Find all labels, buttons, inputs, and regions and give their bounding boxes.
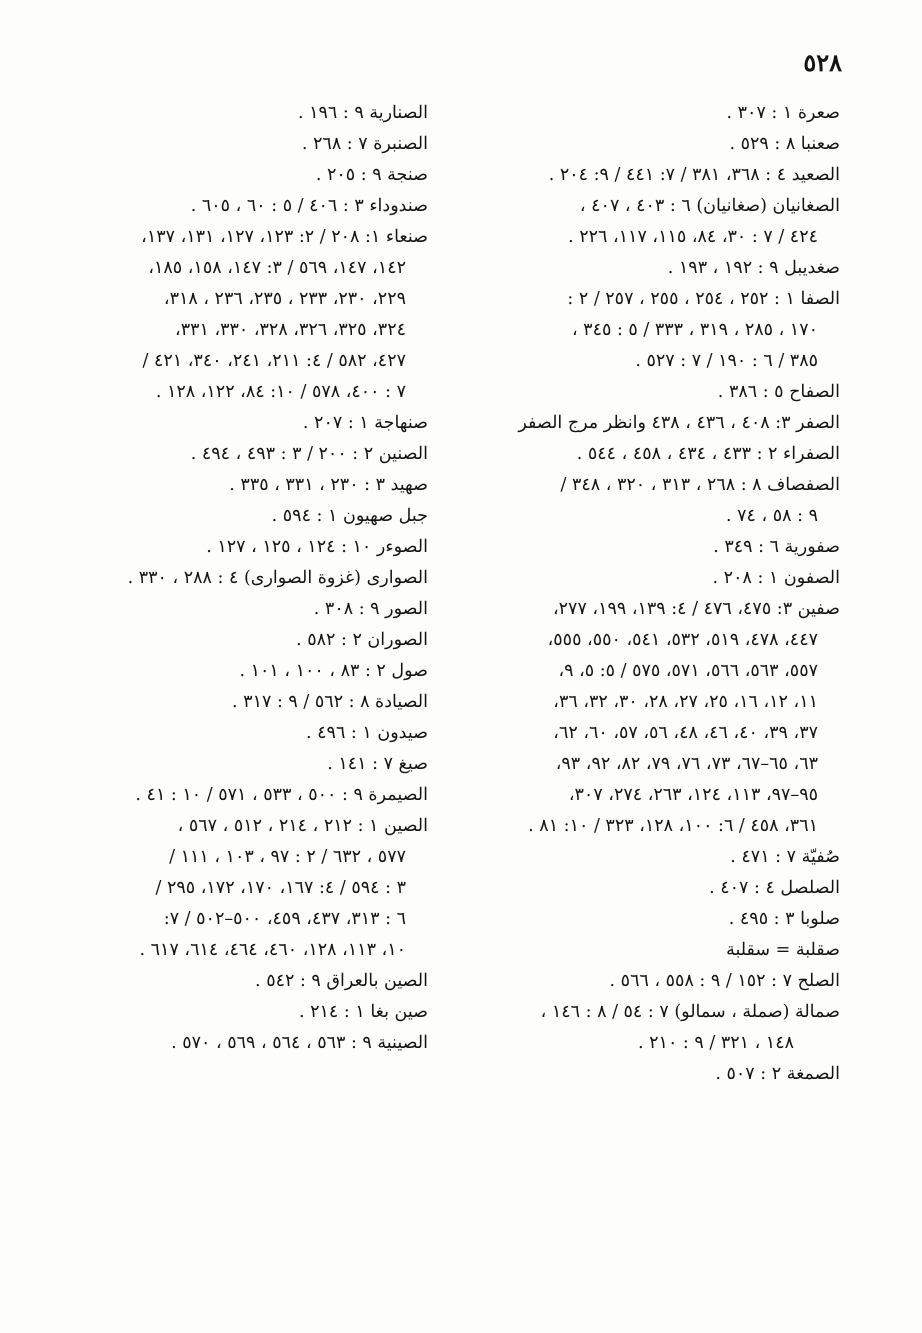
index-entry-continuation: ٥٧٧ ، ٦٣٢ / ٢ : ٩٧ ، ١٠٣ ، ١١١ / xyxy=(169,847,406,867)
index-entry: صفين ٣: ٤٧٥، ٤٧٦ / ٤: ١٣٩، ١٩٩، ٢٧٧، xyxy=(553,599,840,619)
index-entry: الصنين ٢ : ٢٠٠ / ٣ : ٤٩٣ ، ٤٩٤ . xyxy=(190,444,428,464)
index-entry: الصلح ٧ : ١٥٢ / ٩ : ٥٥٨ ، ٥٦٦ . xyxy=(609,971,840,991)
index-entry-continuation: ٦٣، ٦٥–٦٧، ٧٣، ٧٦، ٧٩، ٨٢، ٩٢، ٩٣، xyxy=(555,754,818,774)
index-entry: الصفاح ٥ : ٣٨٦ . xyxy=(717,382,840,402)
index-entry-continuation: ١٧٠ ، ٢٨٥ ، ٣١٩ ، ٣٣٣ / ٥ : ٣٤٥ ، xyxy=(571,320,818,340)
index-entry-continuation: ٩٥–٩٧، ١١٣، ١٢٤، ٢٦٣، ٢٧٤، ٣٠٧، xyxy=(568,785,818,805)
index-entry: الصين بالعراق ٩ : ٥٤٢ . xyxy=(255,971,428,991)
index-entry: صُفيّة ٧ : ٤٧١ . xyxy=(730,847,840,867)
index-entry: الصفصاف ٨ : ٢٦٨ ، ٣١٣ ، ٣٢٠ ، ٣٤٨ / xyxy=(560,475,840,495)
index-entry-continuation: ٤٤٧، ٤٧٨، ٥١٩، ٥٣٢، ٥٤١، ٥٥٠، ٥٥٥، xyxy=(547,630,818,650)
index-entry-continuation: ٣٨٥ / ٦ : ١٩٠ / ٧ : ٥٢٧ . xyxy=(635,351,818,371)
index-entry: الصوارى (غزوة الصوارى) ٤ : ٢٨٨ ، ٣٣٠ . xyxy=(127,568,428,588)
page-number: ٥٢٨ xyxy=(803,48,842,77)
index-entry: صيدون ١ : ٤٩٦ . xyxy=(306,723,428,743)
index-entry-continuation: ٧ : ٤٠٠، ٥٧٨ / ١٠: ٨٤، ١٢٢، ١٢٨ . xyxy=(155,382,406,402)
index-entry-continuation: ١٠، ١١٣، ١٢٨، ٤٦٠، ٤٦٤، ٦١٤، ٦١٧ . xyxy=(139,940,406,960)
index-entry-continuation: ٣٦١، ٤٥٨ / ٦: ١٠٠، ١٢٨، ٣٢٣ / ١٠: ٨١ . xyxy=(528,816,818,836)
index-entry-continuation: ٤٢٧، ٥٨٢ / ٤: ٢١١، ٢٤١، ٣٤٠، ٤٢١ / xyxy=(142,351,406,371)
index-entry: صلوبا ٣ : ٤٩٥ . xyxy=(728,909,840,929)
index-entry: الصنبرة ٧ : ٢٦٨ . xyxy=(301,134,428,154)
index-entry: صول ٢ : ٨٣ ، ١٠٠ ، ١٠١ . xyxy=(239,661,428,681)
index-entry: الصغانيان (صغانيان) ٦ : ٤٠٣ ، ٤٠٧ ، xyxy=(579,196,840,216)
index-entry-continuation: ٦ : ٣١٣، ٤٣٧، ٤٥٩، ٥٠٠–٥٠٢ / ٧: xyxy=(163,909,406,929)
index-entry: الصفر ٣: ٤٠٨ ، ٤٣٦ ، ٤٣٨ وانظر مرج الصفر xyxy=(518,413,840,433)
index-entry-continuation: ٣ : ٥٩٤ / ٤: ١٦٧، ١٧٠، ١٧٢، ٢٩٥ / xyxy=(155,878,406,898)
index-entry-continuation: ١٤٢، ١٤٧، ٥٦٩ / ٣: ١٤٧، ١٥٨، ١٨٥، xyxy=(148,258,406,278)
index-entry: الصعيد ٤ : ٣٦٨، ٣٨١ / ٧: ٤٤١ / ٩: ٢٠٤ . xyxy=(548,165,840,185)
index-column-right xyxy=(470,98,840,1090)
index-entry: الصور ٩ : ٣٠٨ . xyxy=(313,599,428,619)
index-entry: الصين ١ : ٢١٢ ، ٢١٤ ، ٥١٢ ، ٥٦٧ ، xyxy=(177,816,428,836)
index-entry: الصيادة ٨ : ٥٦٢ / ٩ : ٣١٧ . xyxy=(232,692,428,712)
index-entry-continuation: ٣٧، ٣٩، ٤٠، ٤٦، ٤٨، ٥٦، ٥٧، ٦٠، ٦٢، xyxy=(553,723,818,743)
index-entry-continuation: ٢٢٩، ٢٣٠، ٢٣٣ ، ٢٣٥، ٢٣٦ ، ٣١٨، xyxy=(163,289,406,309)
index-entry: الصنارية ٩ : ١٩٦ . xyxy=(297,103,428,123)
index-entry: الصلصل ٤ : ٤٠٧ . xyxy=(709,878,840,898)
index-entry: الصيمرة ٩ : ٥٠٠ ، ٥٣٣ ، ٥٧١ / ١٠ : ٤١ . xyxy=(135,785,428,805)
index-entry-continuation: ١١، ١٢، ١٦، ٢٥، ٢٧، ٢٨، ٣٠، ٣٢، ٣٦، xyxy=(553,692,818,712)
index-entry: الصفراء ٢ : ٤٣٣ ، ٤٣٤ ، ٤٥٨ ، ٥٤٤ . xyxy=(576,444,840,464)
index-entry: صفورية ٦ : ٣٤٩ . xyxy=(713,537,840,557)
index-entry: صندوداء ٣ : ٤٠٦ / ٥ : ٦٠ ، ٦٠٥ . xyxy=(190,196,428,216)
index-entry: صغديبل ٩ : ١٩٢ ، ١٩٣ . xyxy=(667,258,840,278)
index-entry: صيغ ٧ : ١٤١ . xyxy=(327,754,428,774)
index-entry: الصفا ١ : ٢٥٢ ، ٢٥٤ ، ٢٥٥ ، ٢٥٧ / ٢ : xyxy=(567,289,840,309)
index-entry-continuation: ١٤٨ ، ٣٢١ / ٩ : ٢١٠ . xyxy=(638,1033,794,1053)
index-entry: صنجة ٩ : ٢٠٥ . xyxy=(315,165,428,185)
index-entry-continuation: ٤٢٤ / ٧ : ٣٠، ٨٤، ١١٥، ١١٧، ٢٢٦ . xyxy=(568,227,818,247)
index-entry-continuation: ٥٥٧، ٥٦٣، ٥٦٦، ٥٧١، ٥٧٥ / ٥: ٥، ٩، xyxy=(558,661,818,681)
index-entry: الصفون ١ : ٢٠٨ . xyxy=(712,568,840,588)
index-entry: صنهاجة ١ : ٢٠٧ . xyxy=(302,413,428,433)
index-entry: صنعاء ١: ٢٠٨ / ٢: ١٢٣، ١٢٧، ١٣١، ١٣٧، xyxy=(141,227,428,247)
index-entry: الصمغة ٢ : ٥٠٧ . xyxy=(715,1064,840,1084)
index-entry-continuation: ٣٢٤، ٣٢٥، ٣٢٦، ٣٢٨، ٣٣٠، ٣٣١، xyxy=(175,320,406,340)
index-entry: صين بغا ١ : ٢١٤ . xyxy=(298,1002,428,1022)
index-entry: صعرة ١ : ٣٠٧ . xyxy=(726,103,840,123)
index-entry: الصينية ٩ : ٥٦٣ ، ٥٦٤ ، ٥٦٩ ، ٥٧٠ . xyxy=(171,1033,428,1053)
index-entry: صهيد ٣ : ٢٣٠ ، ٣٣١ ، ٣٣٥ . xyxy=(229,475,428,495)
index-entry: صقلبة = سقلبة xyxy=(726,940,840,960)
index-entry: صعنبا ٨ : ٥٢٩ . xyxy=(729,134,840,154)
index-entry: جبل صهيون ١ : ٥٩٤ . xyxy=(271,506,428,526)
index-entry: صمالة (صملة ، سمالو) ٧ : ٥٤ / ٨ : ١٤٦ ، xyxy=(540,1002,840,1022)
index-entry-continuation: ٩ : ٥٨ ، ٧٤ . xyxy=(726,506,818,526)
index-column-left xyxy=(58,98,428,1059)
index-entry: الصوران ٢ : ٥٨٢ . xyxy=(296,630,428,650)
index-entry: الصوءر ١٠ : ١٢٤ ، ١٢٥ ، ١٢٧ . xyxy=(206,537,428,557)
